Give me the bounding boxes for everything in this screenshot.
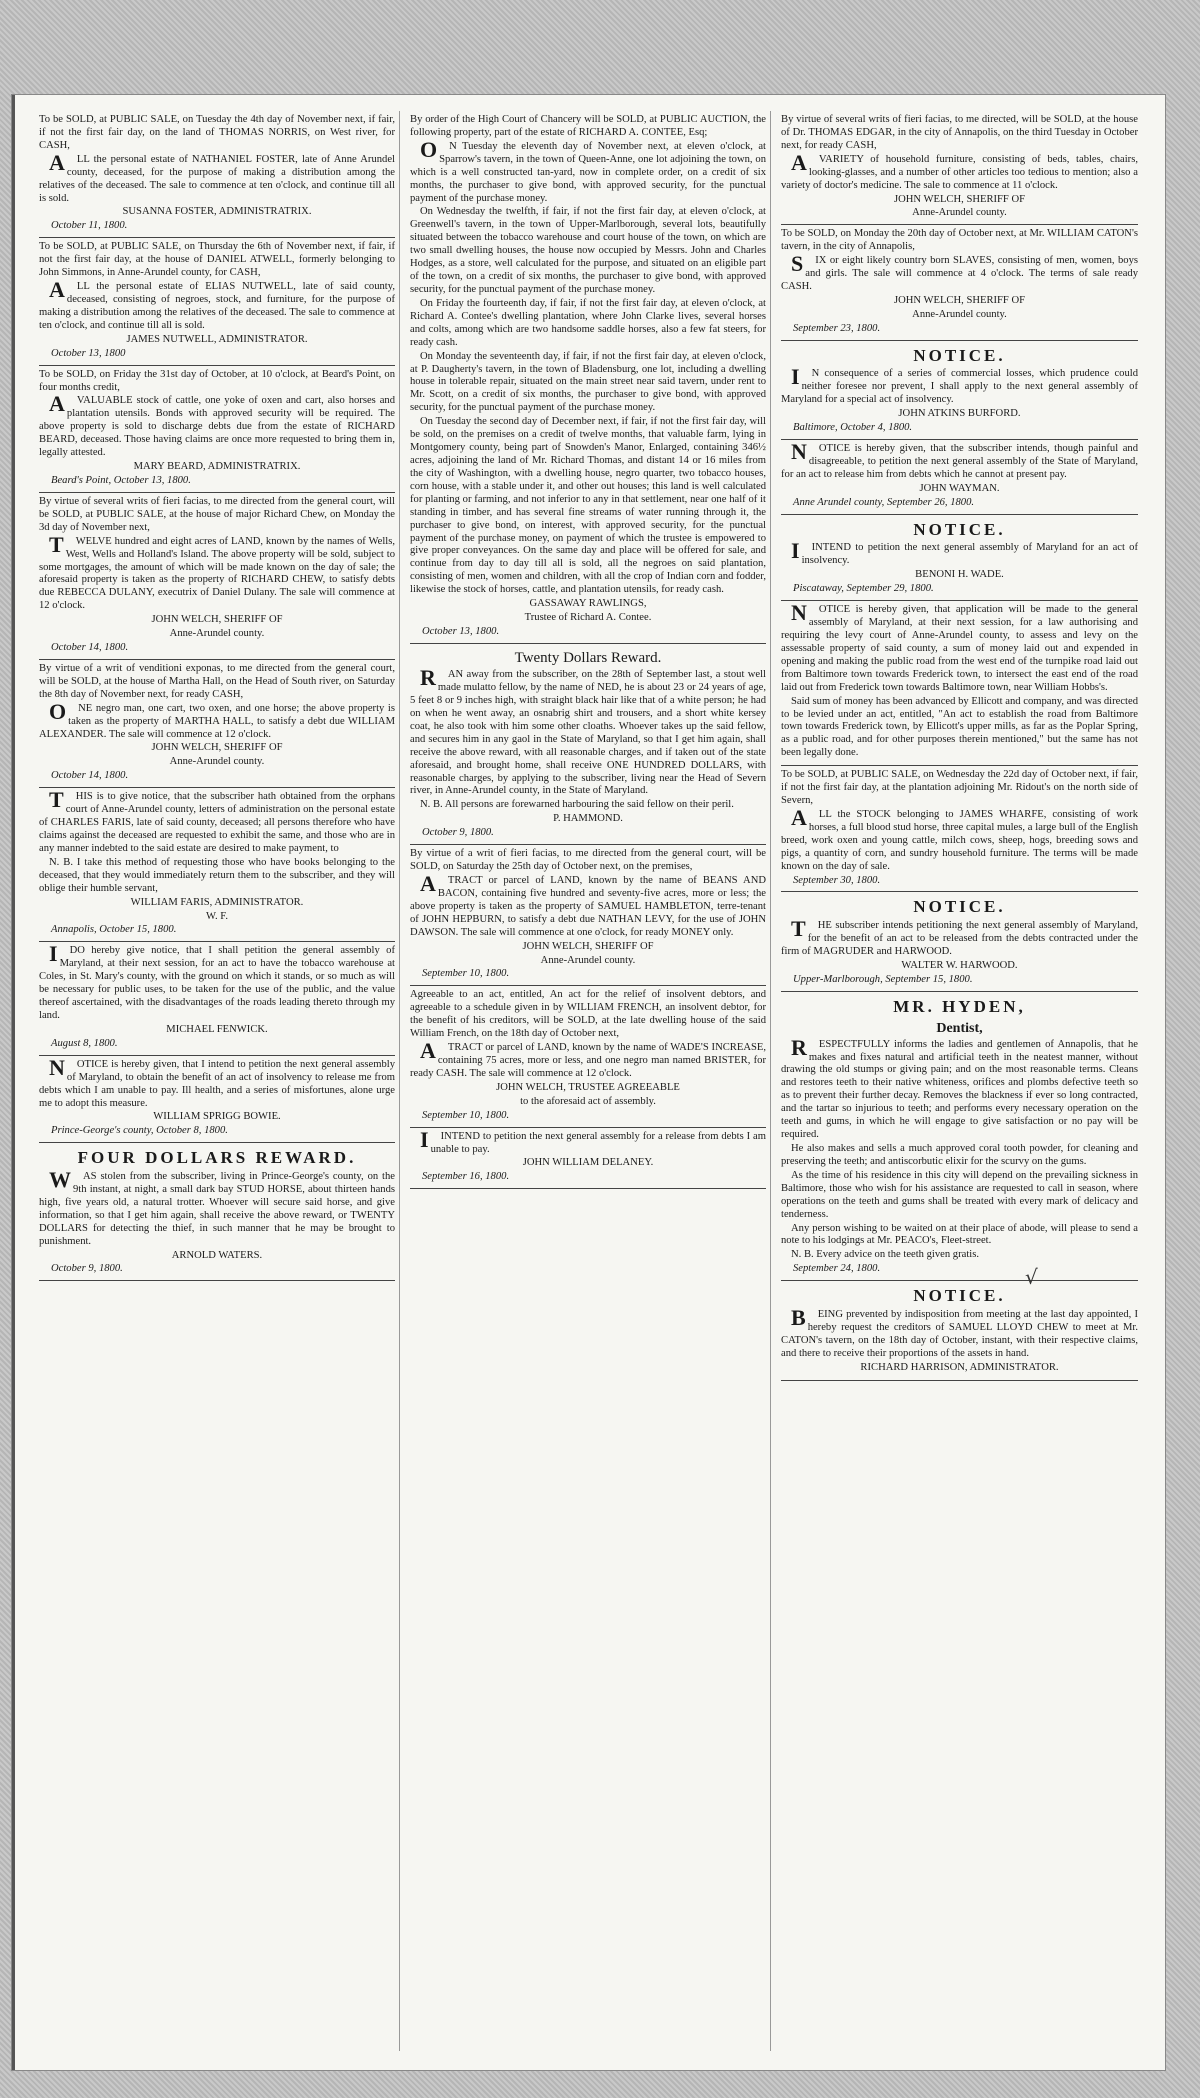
advertisement — [39, 788, 395, 942]
advertisement — [410, 986, 766, 1127]
ad-paragraph: On Tuesday the second day of December next, if fair, if not the first fair day, will be sold, on the premises on a credit of twelve months, that valuable farm, lying in Montgomery county, being part of Snowden's Manor, Enlarged, containing 346½ acres, adjoining the land of Mr. Richard Thomas, and distant 14 or 16 miles from the city of Washington, with a dwelling house, negro quarter, two tobacco houses, corn house, with a stable under it, and other out houses; this land is well calculated for planting or farming, and not inferior to any in that settlement, near one half of it standing in timber, and has several fine streams of water running through it, the purchaser to give bond, on interest, with approved security, for the punctual payment of the purchase money, on payment of which the trustee is empowered to give proper conveyances. On the same day and place will be offered for sale, and continue from day to day till all is sold, all the negroes on said plantation, consisting of men, women and children, with all the crop of Indian corn and fodder, likewise the stock of horses, cattle, and plantation utensils, for ready cash. — [410, 416, 766, 596]
column-2 — [410, 111, 771, 2051]
ad-date: Beard's Point, October 13, 1800. — [51, 474, 191, 486]
ad-signature: JOHN WELCH, SHERIFF OF — [151, 742, 283, 754]
ad-signature: WILLIAM SPRIGG BOWIE. — [153, 1111, 281, 1123]
ad-date: September 10, 1800. — [422, 968, 510, 980]
ad-signature: JOHN WAYMAN. — [919, 482, 1000, 494]
ad-lead-text: To be SOLD, on Friday the 31st day of October, at 10 o'clock, at Beard's Point, on four months credit, — [39, 368, 395, 393]
ad-paragraph: RAN away from the subscriber, on the 28th of September last, a stout well made mulatto fellow, by the name of NED, he is about 23 or 24 years of age, 5 feet 8 or 9 inches high, with straight black hair like that of a white person; he had on when he went away, an osnabrig shirt and trousers, and a short white kersey coat, he also took with him some other cloaths. Whoever takes up the said fellow, and secures him in any gaol in the State of Maryland, so that I get him again, shall receive the above reward, with all reasonable charges, and if taken out of the state aforesaid, and brought home, shall receive ONE HUNDRED DOLLARS, with reasonable charges, by applying to the subscriber, living near the Head of Severn river, in Anne-Arundel county, in the State of Maryland. — [410, 665, 766, 797]
ad-paragraph: Any person wishing to be waited on at their place of abode, will please to send a note to his lodgings at Mr. PEACO's, Fleet-street. — [781, 1222, 1138, 1247]
columns-container — [39, 111, 1143, 2051]
ad-paragraph: On Friday the fourteenth day, if fair, if not the first fair day, at eleven o'clock, at Richard A. Contee's dwelling plantation, where John Clarke lives, several horses and colts, among which are two handsome saddle horses, also a few fat steers, for ready cash. — [410, 297, 766, 348]
ad-paragraph: ATRACT or parcel of LAND, known by the name of WADE'S INCREASE, containing 75 acres, more or less, and one negro man named BRISTER, for ready CASH. The sale will commence at 12 o'clock. — [410, 1038, 766, 1079]
ad-paragraph: IINTEND to petition the next general assembly of Maryland for an act of insolvency. — [791, 538, 1138, 567]
advertisement — [39, 366, 395, 493]
ad-paragraph: On Wednesday the twelfth, if fair, if not the first fair day, at eleven o'clock, at Greenwell's tavern, in the town of Upper-Marlborough, several lots, beautifully situated between the tobacco warehouse and court house of the town, on which are two small dwelling houses, the house now occupied by Messrs. John and Charles Hodges, as a store, well calculated for the purpose, and situated on an eligible part of the town, on a credit of six months, the purchaser to give bond, with approved security, for the punctual payment of the purchase money. — [410, 206, 766, 295]
ad-paragraph: IDO hereby give notice, that I shall petition the general assembly of Maryland, at their next session, for an act to have the tobacco warehouse at Coles, in St. Mary's county, with the ground on which it stands, or so much as will be necessary for public uses, to be taken for the use of the public, and the value thereof ascertained, with the disadvantages of the roads leading thereto through my land. — [39, 941, 395, 1021]
ad-signature-line: Anne-Arundel county. — [912, 207, 1007, 219]
ad-heading: Twenty Dollars Reward. — [514, 649, 662, 666]
ad-signature-line: Anne-Arundel county. — [169, 628, 265, 640]
ad-paragraph: TWELVE hundred and eight acres of LAND, known by the names of Wells, West, Wells and Holland's Island. The above property will be sold, subject to some mortgages, the amount of which will be made known on the day of sale; the aforesaid property is taken as the property of RICHARD CHEW, to satisfy debts due REBECCA DULANY, executrix of Daniel Dulany. The sale will commence at 12 o'clock. — [39, 531, 395, 612]
ad-date: September 10, 1800. — [422, 1109, 510, 1121]
ad-date: October 9, 1800. — [51, 1263, 123, 1275]
advertisement — [410, 845, 766, 986]
ad-heading: NOTICE. — [913, 345, 1006, 365]
advertisement — [39, 1143, 395, 1281]
ad-lead-text: By virtue of several writs of fieri facias, to me directed from the general court, will be SOLD, at PUBLIC SALE, at the house of major Richard Chew, on Monday the 3d day of November next, — [39, 495, 395, 533]
advertisement — [781, 111, 1138, 225]
advertisement — [781, 225, 1138, 340]
ad-paragraph: As the time of his residence in this city will depend on the prevailing sickness in Baltimore, those who wish for his assistance are requested to call in season, where operations on the teeth and gums shall be treated with every mark of delicacy and tenderness. — [781, 1169, 1138, 1220]
advertisement — [781, 515, 1138, 601]
ad-paragraph: N. B. Every advice on the teeth given gratis. — [791, 1249, 979, 1261]
ad-signature: JOHN WELCH, SHERIFF OF — [893, 193, 1026, 205]
advertisement — [39, 238, 395, 365]
ad-signature: JOHN WILLIAM DELANEY. — [522, 1157, 654, 1169]
ad-paragraph: NOTICE is hereby given, that I intend to petition the next general assembly of Maryland, to obtain the benefit of an act of insolvency to release me from debts which I am unable to pay. Ill health, and a series of misfortunes, alone urge me to adopt this measure. — [39, 1054, 395, 1109]
ad-paragraph: ON Tuesday the eleventh day of November next, at eleven o'clock, at Sparrow's tavern, in the town of Queen-Anne, one lot adjoining the town, on which is a well constructed tan-yard, now in complete order, on a credit of six months, the purchaser to give bond, with approved security, for the punctual payment of the purchase money. — [410, 136, 766, 204]
advertisement — [410, 111, 766, 644]
ad-date: October 13, 1800 — [51, 347, 126, 359]
ad-lead-text: To be SOLD, at PUBLIC SALE, on Wednesday the 22d day of October next, if fair, if not the first fair day, at the plantation adjoining Mr. Ridout's on the north side of Severn, — [781, 769, 1138, 807]
ad-heading: NOTICE. — [913, 897, 1006, 917]
ad-signature: MARY BEARD, ADMINISTRATRIX. — [133, 461, 301, 473]
ad-signature-line: Trustee of Richard A. Contee. — [524, 612, 652, 624]
ad-paragraph: WAS stolen from the subscriber, living in Prince-George's county, on the 9th instant, at night, a small dark bay STUD HORSE, about thirteen hands high, five years old, a natural trotter. Whoever will secure said horse, and give information, so that I get him again, shall receive the above reward, or TWENTY DOLLARS for detecting the thief, in such manner that he may be brought to punishment. — [39, 1167, 395, 1247]
advertisement — [781, 440, 1138, 515]
ad-signature: WILLIAM FARIS, ADMINISTRATOR. — [130, 896, 304, 908]
ad-date: Anne Arundel county, September 26, 1800. — [793, 496, 975, 508]
ad-date: October 11, 1800. — [51, 220, 128, 232]
ad-paragraph: IINTEND to petition the next general assembly for a release from debts I am unable to pay. — [420, 1126, 766, 1155]
ad-paragraph: SIX or eight likely country born SLAVES, consisting of men, women, boys and girls. The sale will commence at 4 o'clock. The terms of sale ready CASH. — [781, 251, 1138, 293]
advertisement — [781, 1281, 1138, 1380]
ad-signature: JOHN WELCH, SHERIFF OF — [893, 294, 1026, 306]
ad-signature: JOHN WELCH, TRUSTEE AGREEABLE — [496, 1081, 680, 1093]
ad-lead-text: Agreeable to an act, entitled, An act for the relief of insolvent debtors, and agreeable to a schedule given in by WILLIAM FRENCH, an insolvent debtor, for the benefit of his creditors, will be SOLD, at the late dwelling house of the said William French, on the 18th day of October next, — [410, 989, 766, 1040]
ad-paragraph: NOTICE is hereby given, that the subscriber intends, though painful and disagreeable, to petition the next general assembly of the State of Maryland, for an act to release him from debts which he cannot at present pay. — [781, 439, 1138, 480]
ad-paragraph: N. B. All persons are forewarned harbouring the said fellow on their peril. — [420, 799, 734, 811]
ad-signature: GASSAWAY RAWLINGS, — [529, 598, 647, 610]
ad-paragraph: ALL the STOCK belonging to JAMES WHARFE, consisting of work horses, a full blood stud horse, three capital mules, a large bull of the English breed, work oxen and young cattle, milch cows, sheep, hogs, breeding sows and pigs, a quantity of corn, and sundry household furniture. The terms will be made known on the day of sale. — [781, 804, 1138, 872]
ad-date: October 14, 1800. — [51, 770, 129, 782]
ad-lead-text: To be SOLD, on Monday the 20th day of October next, at Mr. WILLIAM CATON's tavern, in the city of Annapolis, — [781, 228, 1138, 253]
advertisement — [39, 111, 395, 238]
ad-signature: JOHN WELCH, SHERIFF OF — [522, 940, 654, 952]
ad-signature: WALTER W. HARWOOD. — [901, 959, 1018, 971]
ad-signature: ARNOLD WATERS. — [171, 1249, 263, 1261]
ad-date: October 9, 1800. — [422, 827, 494, 839]
ad-signature: SUSANNA FOSTER, ADMINISTRATRIX. — [122, 206, 312, 218]
ad-lead-text: To be SOLD, at PUBLIC SALE, on Tuesday the 4th day of November next, if fair, if not the first fair day, on the land of THOMAS NORRIS, on West river, for CASH, — [39, 114, 395, 151]
ad-paragraph: AVALUABLE stock of cattle, one yoke of oxen and cart, also horses and plantation utensils. Bonds with approved security will be required. The above property is sold to discharge debts due from the estate of RICHARD BEARD, deceased. Those having claims are once more requested to bring them in, legally attested. — [39, 391, 395, 459]
ad-heading: NOTICE. — [913, 519, 1006, 539]
margin-check-mark: √ — [1025, 1265, 1038, 1289]
ad-lead-text: By order of the High Court of Chancery will be SOLD, at PUBLIC AUCTION, the following property, part of the estate of RICHARD A. CONTEE, Esq; — [410, 114, 766, 138]
column-3 — [781, 111, 1142, 2051]
ad-paragraph: AVARIETY of household furniture, consisting of beds, tables, chairs, looking-glasses, and a number of other articles too tedious to mention; also a variety of doctor's medicine. The sale to commence at 11 o'clock. — [781, 149, 1138, 191]
ad-date: Baltimore, October 4, 1800. — [793, 422, 913, 434]
ad-paragraph: NOTICE is hereby given, that application will be made to the general assembly of Maryland, at their next session, for a law authorising and requiring the levy court of Anne-Arundel county, to assess and levy on the assessable property of said county, a sum of money laid out and expended in opening and making the public road from the west end of the turnpike road laid out from Baltimore town towards Frederick town, to intersect the east end of the road laid out from Frederick town towards Baltimore town, near William Hobbs's. — [781, 600, 1138, 693]
ad-signature: JOHN ATKINS BURFORD. — [898, 408, 1021, 420]
ad-paragraph: ATRACT or parcel of LAND, known by the name of BEANS AND BACON, containing five hundred and seventy-five acres, more or less; the above property is taken as the property of SAMUEL HAMBLETON, terre-tenant of JOHN HEPBURN, to satisfy a debt due NATHAN LEVY, for the use of JOHN DAWSON. The sale will commence at one o'clock, for ready MONEY only. — [410, 871, 766, 938]
newspaper-page — [12, 95, 1165, 2070]
ad-paragraph: Said sum of money has been advanced by Ellicott and company, and was directed to be levied under an act, entitled, "An act to establish the road from Baltimore town towards Frederick town, by Ellicott's upper mills, as far as the Poplar Spring, as a public road, and for other purposes therein mentioned," but the same has not been legally done. — [781, 695, 1138, 759]
ad-signature-line: Anne-Arundel county. — [169, 756, 265, 768]
ad-paragraph: THIS is to give notice, that the subscriber hath obtained from the orphans court of Anne-Arundel county, letters of administration on the personal estate of CHARLES FARIS, late of said county, deceased; all persons therefore who have claims against the deceased are requested to exhibit the same, and those who are in any manner indebted to the said estate are desired to make payment, to — [39, 787, 395, 854]
ad-signature: P. HAMMOND. — [553, 813, 623, 825]
ad-paragraph: THE subscriber intends petitioning the next general assembly of Maryland, for the benefit of an act to be released from the debts contracted under the firm of MAGRUDER and HARWOOD. — [781, 916, 1138, 958]
advertisement — [39, 660, 395, 788]
ad-signature: JOHN WELCH, SHERIFF OF — [151, 614, 283, 626]
ad-heading: MR. HYDEN, — [893, 996, 1026, 1016]
advertisement — [781, 892, 1138, 991]
ad-paragraph: RESPECTFULLY informs the ladies and gentlemen of Annapolis, that he makes and fixes natural and artificial teeth in the neatest manner, without drawing the old stumps or giving pain; and on the most reasonable terms. Cleans and restores teeth to their native whiteness, orifices and plombs defective teeth so as to prevent their further decay. Removes the blackness if ever so long contracted, and the tartar so injurious to teeth; and performs every necessary operation on the teeth and gums, in which he will engage to give satisfaction or no pay will be required. — [781, 1034, 1138, 1141]
ad-signature: MICHAEL FENWICK. — [166, 1023, 268, 1035]
ad-paragraph: ONE negro man, one cart, two oxen, and one horse; the above property is taken as the property of MARTHA HALL, to satisfy a debt due WILLIAM ALEXANDER. The sale will commence at 12 o'clock. — [39, 698, 395, 740]
ad-lead-text: By virtue of a writ of fieri facias, to me directed from the general court, will be SOLD, on Saturday the 25th day of October next, on the premises, — [410, 848, 766, 873]
ad-lead-text: By virtue of a writ of venditioni exponas, to me directed from the general court, will be SOLD, at the house of Martha Hall, on the Head of South river, on Saturday the 8th day of November next, for ready CASH, — [39, 662, 395, 700]
advertisement — [781, 766, 1138, 892]
advertisement — [781, 992, 1138, 1281]
ad-signature-line: Anne-Arundel county. — [912, 308, 1007, 320]
advertisement — [410, 1128, 766, 1190]
advertisement — [781, 341, 1138, 440]
ad-date: October 14, 1800. — [51, 642, 129, 654]
advertisement — [39, 942, 395, 1055]
ad-signature-line: Anne-Arundel county. — [540, 954, 636, 966]
ad-heading: NOTICE. — [913, 1286, 1006, 1306]
ad-paragraph: ALL the personal estate of NATHANIEL FOSTER, late of Anne Arundel county, deceased, for the purpose of making a distribution among the relatives of the deceased. The sale to commence at ten o'clock, and continue till all is sold. — [39, 149, 395, 204]
ad-date: Upper-Marlborough, September 15, 1800. — [793, 973, 973, 985]
ad-heading: FOUR DOLLARS REWARD. — [77, 1148, 357, 1168]
ad-date: October 13, 1800. — [422, 625, 500, 637]
ad-paragraph: On Monday the seventeenth day, if fair, if not the first fair day, at eleven o'clock, at P. Daugherty's tavern, in the town of Bladensburg, one lot, including a dwelling house in tolerable repair, situated on the main street near said tavern, under rent to Mr. Scott, on a credit of six months, the purchaser to give bond, with approved security, for the punctual payment of the purchase money. — [410, 350, 766, 414]
ad-signature-line: to the aforesaid act of assembly. — [520, 1095, 656, 1107]
ad-date: Piscataway, September 29, 1800. — [793, 583, 934, 595]
ad-date: September 16, 1800. — [422, 1171, 510, 1183]
ad-signature-line: W. F. — [205, 910, 228, 922]
ad-date: September 24, 1800. — [793, 1263, 881, 1275]
advertisement — [39, 493, 395, 660]
advertisement — [39, 1056, 395, 1144]
advertisement — [410, 644, 766, 845]
ad-paragraph: BEING prevented by indisposition from meeting at the last day appointed, I hereby request the creditors of SAMUEL LLOYD CHEW to meet at Mr. CATON's tavern, on the 18th day of October, instant, with their respective claims, and there to receive their proportions of the assets in hand. — [781, 1304, 1138, 1359]
ad-date: September 30, 1800. — [793, 874, 881, 886]
ad-signature: BENONI H. WADE. — [915, 569, 1004, 581]
ad-paragraph: IN consequence of a series of commercial losses, which prudence could neither foresee nor prevent, I shall apply to the next general assembly of Maryland for a special act of insolvency. — [781, 364, 1138, 406]
advertisement — [781, 601, 1138, 766]
ad-paragraph: N. B. I take this method of requesting those who have books belonging to the deceased, that they would immediately return them to the subscriber, and they will oblige their humble servant, — [39, 856, 395, 894]
ad-paragraph: ALL the personal estate of ELIAS NUTWELL, late of said county, deceased, consisting of negroes, stock, and furniture, for the purpose of making a distribution among the relatives of the deceased. The sale to commence at ten o'clock, and continue till all is sold. — [39, 277, 395, 331]
ad-signature: JAMES NUTWELL, ADMINISTRATOR. — [126, 333, 308, 345]
ad-date: August 8, 1800. — [51, 1037, 118, 1049]
ad-date: Annapolis, October 15, 1800. — [51, 924, 177, 936]
ad-subheading: Dentist, — [936, 1020, 983, 1036]
ad-lead-text: By virtue of several writs of fieri facias, to me directed, will be SOLD, at the house of Dr. THOMAS EDGAR, in the city of Annapolis, on the third Tuesday in October next, for ready CASH, — [781, 114, 1138, 151]
ad-lead-text: To be SOLD, at PUBLIC SALE, on Thursday the 6th of November next, if fair, if not the first fair day, at the house of DANIEL ATWELL, formerly belonging to John Simmons, in Anne-Arundel county, for CASH, — [39, 241, 395, 279]
column-1 — [39, 111, 400, 2051]
ad-date: Prince-George's county, October 8, 1800. — [51, 1125, 228, 1137]
ad-paragraph: He also makes and sells a much approved coral tooth powder, for cleaning and preserving the teeth; and antiscorbutic elixir for the scurvy on the gums. — [781, 1143, 1138, 1167]
ad-signature: RICHARD HARRISON, ADMINISTRATOR. — [860, 1361, 1059, 1373]
ad-date: September 23, 1800. — [793, 322, 881, 334]
